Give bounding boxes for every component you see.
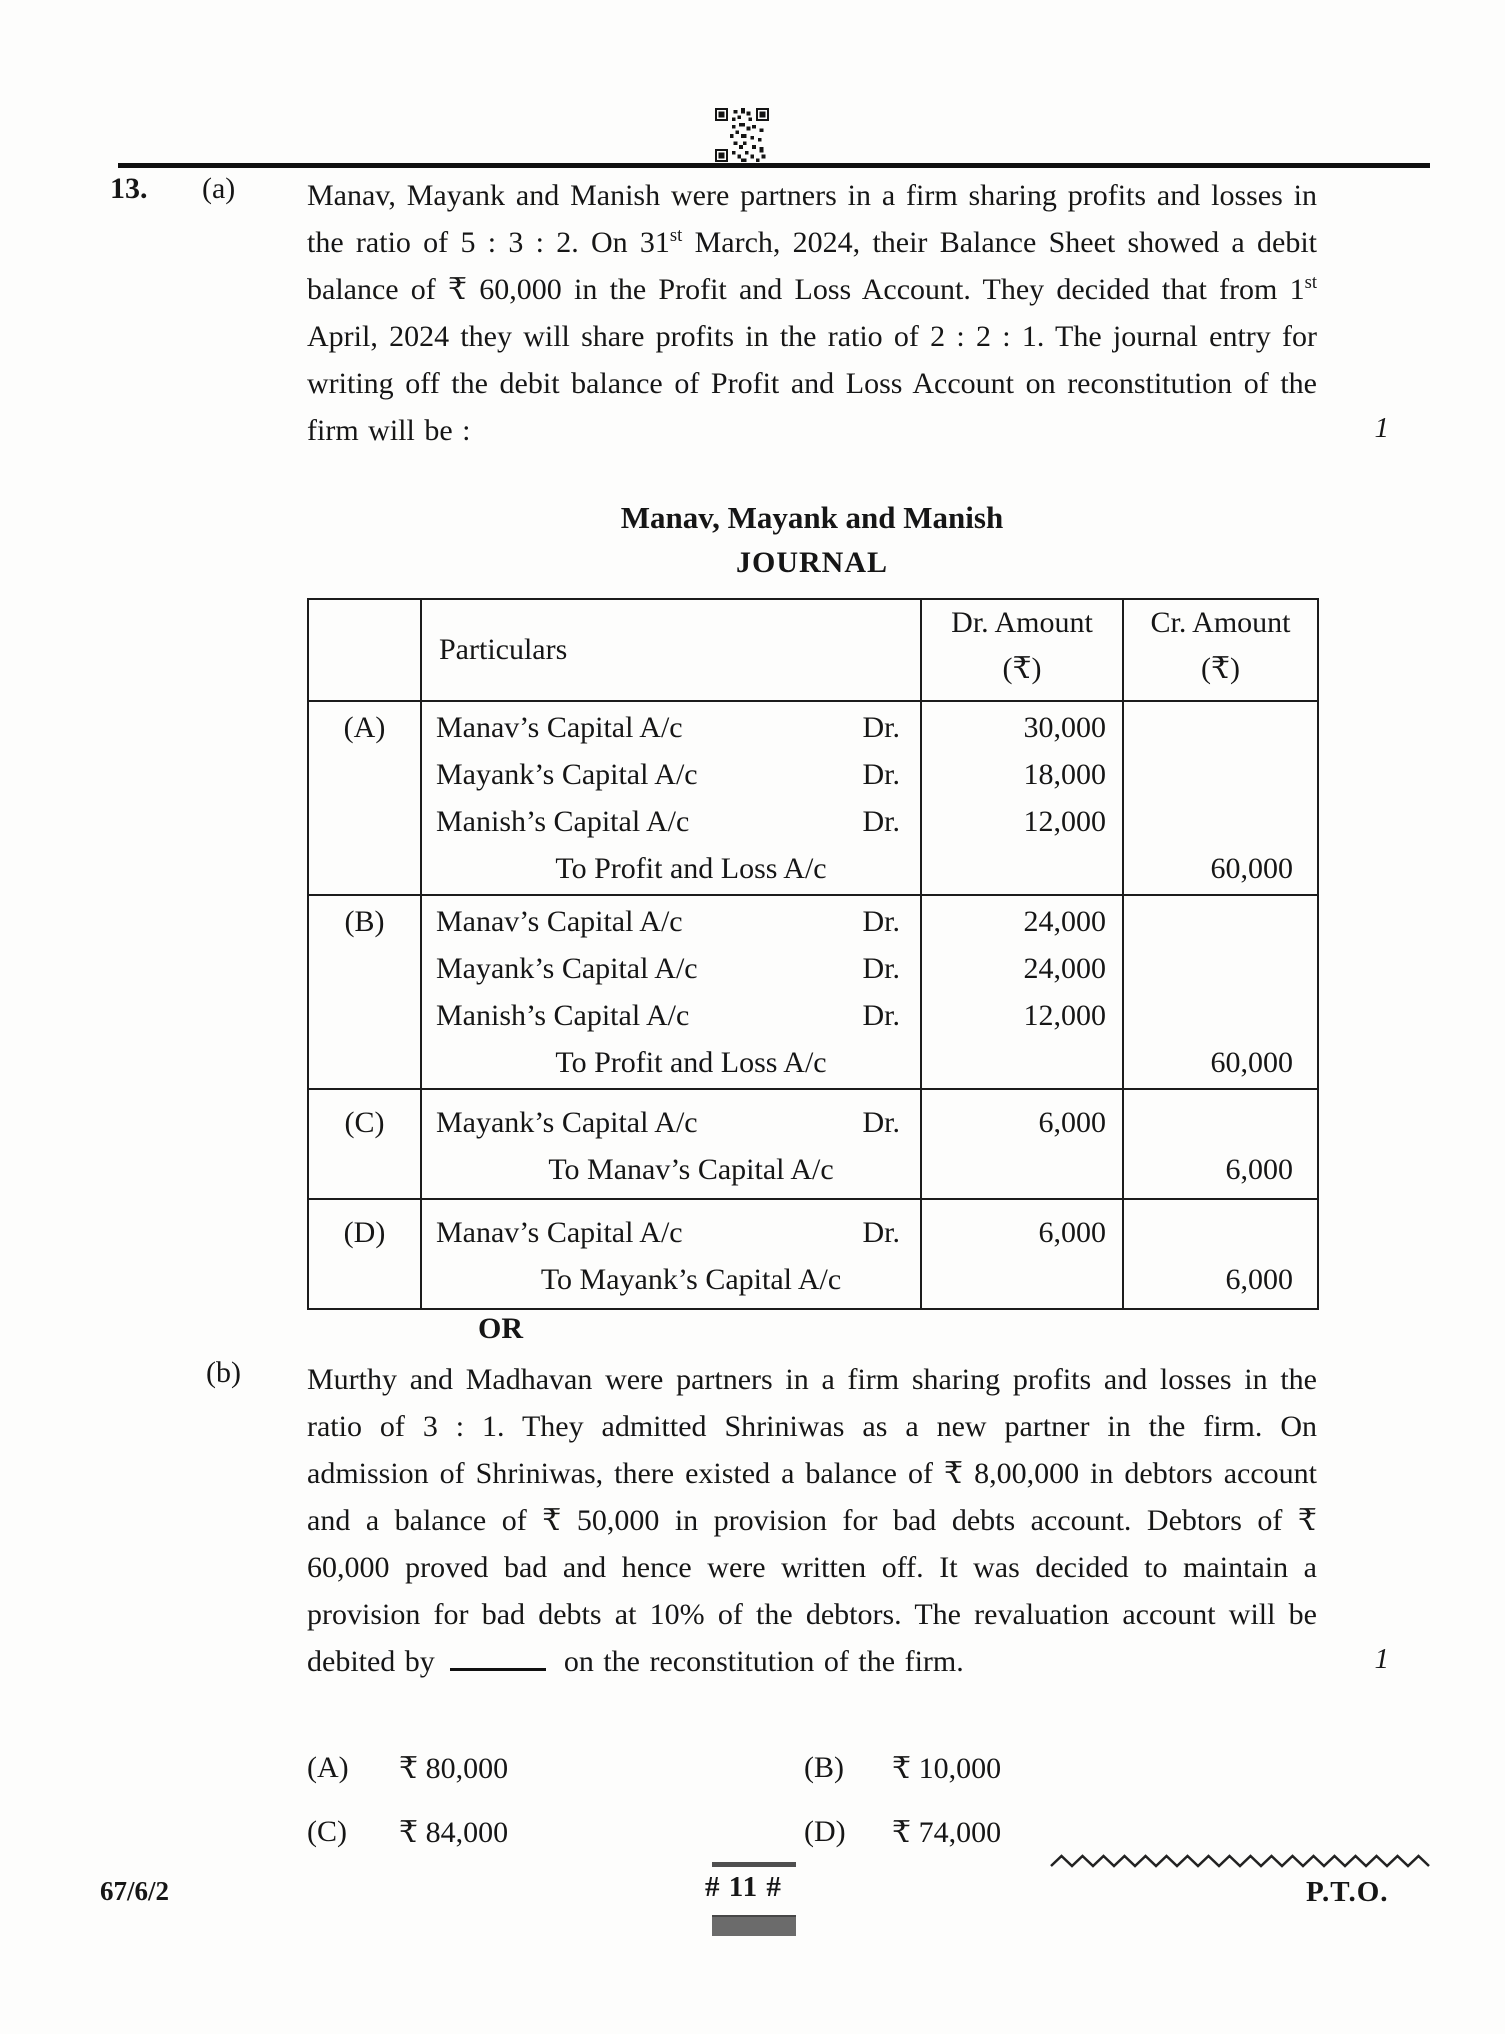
entry-dr-amount: 6,000 (1038, 1106, 1106, 1139)
option-b-value: ₹ 10,000 (892, 1751, 1002, 1785)
blank-line (450, 1663, 546, 1671)
question-number: 13. (110, 172, 148, 205)
entry-cr-amount (1124, 1209, 1317, 1256)
row-serial: (A) (308, 701, 421, 895)
entry-account: Mayank’s Capital A/c (436, 758, 698, 791)
serial-header (308, 599, 421, 701)
entry-account: Mayank’s Capital A/c (436, 1106, 698, 1139)
entry-cr-amount (1124, 704, 1317, 751)
options-list (307, 1736, 1317, 1864)
page-number: # 11 # (705, 1871, 782, 1903)
rupee-symbol: (₹) (1200, 652, 1241, 685)
entry-dr-amount: 30,000 (1023, 711, 1106, 744)
option-a-value: ₹ 80,000 (399, 1751, 509, 1785)
journal-row-b (308, 895, 1318, 1089)
entry-dr-label: Dr. (862, 1216, 900, 1249)
entry-account: Mayank’s Capital A/c (436, 952, 698, 985)
entry-cr-amount (1124, 751, 1317, 798)
entry-cr-amount: 6,000 (1225, 1263, 1293, 1296)
part-b-marks: 1 (1374, 1643, 1389, 1675)
entry-cr-amount: 6,000 (1225, 1153, 1293, 1186)
entry-dr-amount (922, 845, 1122, 892)
option-c-value: ₹ 84,000 (399, 1815, 509, 1849)
part-a-text: Manav, Mayank and Manish were partners in a firm sharing profits and losses in the ratio of 5 : 3 : 2. On 31st March, 2024, their Balance Sheet showed a debit balance of ₹ 60,000 in the Profit and Loss Account. They decided that from 1st April, 2024 they will share profits in the ratio of 2 : 2 : 1. The journal entry for writing off the debit balance of Profit and Loss Account on reconstitution of the firm will be : 1 (307, 172, 1317, 454)
entry-dr-label: Dr. (862, 758, 900, 791)
pto-label: P.T.O. (1306, 1876, 1389, 1908)
row-serial: (D) (308, 1199, 421, 1309)
row-serial: (B) (308, 895, 421, 1089)
option-d-value: ₹ 74,000 (892, 1815, 1002, 1849)
particulars-header: Particulars (439, 633, 568, 666)
entry-cr-amount (1124, 798, 1317, 845)
option-d-label: (D) (804, 1815, 846, 1848)
entry-account: Manish’s Capital A/c (436, 805, 690, 838)
superscript: st (1304, 272, 1317, 293)
entry-dr-label: Dr. (862, 711, 900, 744)
entry-dr-amount: 6,000 (1038, 1216, 1106, 1249)
superscript: st (669, 225, 683, 246)
journal-title: JOURNAL (735, 546, 888, 579)
zigzag-line (1050, 1846, 1430, 1866)
entry-account-credit: To Manav’s Capital A/c (548, 1153, 834, 1186)
entry-dr-label: Dr. (862, 905, 900, 938)
entry-dr-label: Dr. (862, 952, 900, 985)
option-c-label: (C) (307, 1815, 347, 1848)
paper-code: 67/6/2 (100, 1876, 170, 1906)
entry-account: Manav’s Capital A/c (436, 711, 683, 744)
entry-cr-amount (1124, 992, 1317, 1039)
options-row-1 (307, 1736, 1317, 1800)
entry-cr-amount (1124, 945, 1317, 992)
entry-account-credit: To Profit and Loss A/c (555, 852, 827, 885)
cr-amount-header: Cr. Amount (1150, 606, 1291, 639)
part-b-label: (b) (206, 1356, 241, 1389)
entry-cr-amount: 60,000 (1210, 1046, 1293, 1079)
or-label: OR (478, 1312, 523, 1345)
qr-code (712, 108, 772, 162)
option-b-label: (B) (804, 1751, 844, 1784)
rupee-symbol: (₹) (1002, 652, 1042, 685)
entry-dr-label: Dr. (862, 999, 900, 1032)
entry-account: Manav’s Capital A/c (436, 905, 683, 938)
row-serial: (C) (308, 1089, 421, 1199)
entry-account-credit: To Mayank’s Capital A/c (540, 1263, 842, 1296)
part-b-text: Murthy and Madhavan were partners in a firm sharing profits and losses in the ratio of 3 : 1. They admitted Shriniwas as a new partner in the firm. On admission of Shriniwas, there existed a balance of ₹ 8,00,000 in debtors account and a balance of ₹ 50,000 in provision for bad debts account. Debtors of ₹ 60,000 proved bad and hence were written off. It was decided to maintain a provision for bad debts at 10% of the debtors. The revaluation account will be debited by on the reconstitution of the firm. 1 (307, 1356, 1317, 1685)
journal-table (307, 598, 1319, 1310)
entry-dr-amount: 12,000 (1023, 805, 1106, 838)
journal-row-c (308, 1089, 1318, 1199)
page-number-rule (712, 1862, 796, 1867)
entry-dr-amount: 24,000 (1023, 905, 1106, 938)
entry-dr-amount (922, 1039, 1122, 1086)
journal-firm-heading: Manav, Mayank and Manish (620, 500, 1004, 535)
entry-dr-amount: 12,000 (1023, 999, 1106, 1032)
entry-dr-amount (922, 1256, 1122, 1303)
entry-dr-amount (922, 1146, 1122, 1193)
page-number-block (712, 1915, 796, 1936)
option-a-label: (A) (307, 1751, 349, 1784)
entry-account: Manav’s Capital A/c (436, 1216, 683, 1249)
part-a-marks: 1 (1374, 412, 1389, 444)
entry-dr-amount: 24,000 (1023, 952, 1106, 985)
entry-account: Manish’s Capital A/c (436, 999, 690, 1032)
entry-dr-label: Dr. (862, 805, 900, 838)
entry-cr-amount (1124, 1099, 1317, 1146)
journal-row-d (308, 1199, 1318, 1309)
part-a-label: (a) (202, 172, 236, 205)
dr-amount-header: Dr. Amount (951, 606, 1093, 639)
entry-account-credit: To Profit and Loss A/c (555, 1046, 827, 1079)
journal-row-a (308, 701, 1318, 895)
entry-cr-amount: 60,000 (1210, 852, 1293, 885)
journal-header-row (308, 599, 1318, 701)
entry-dr-amount: 18,000 (1023, 758, 1106, 791)
entry-dr-label: Dr. (862, 1106, 900, 1139)
entry-cr-amount (1124, 898, 1317, 945)
top-rule (118, 163, 1430, 168)
